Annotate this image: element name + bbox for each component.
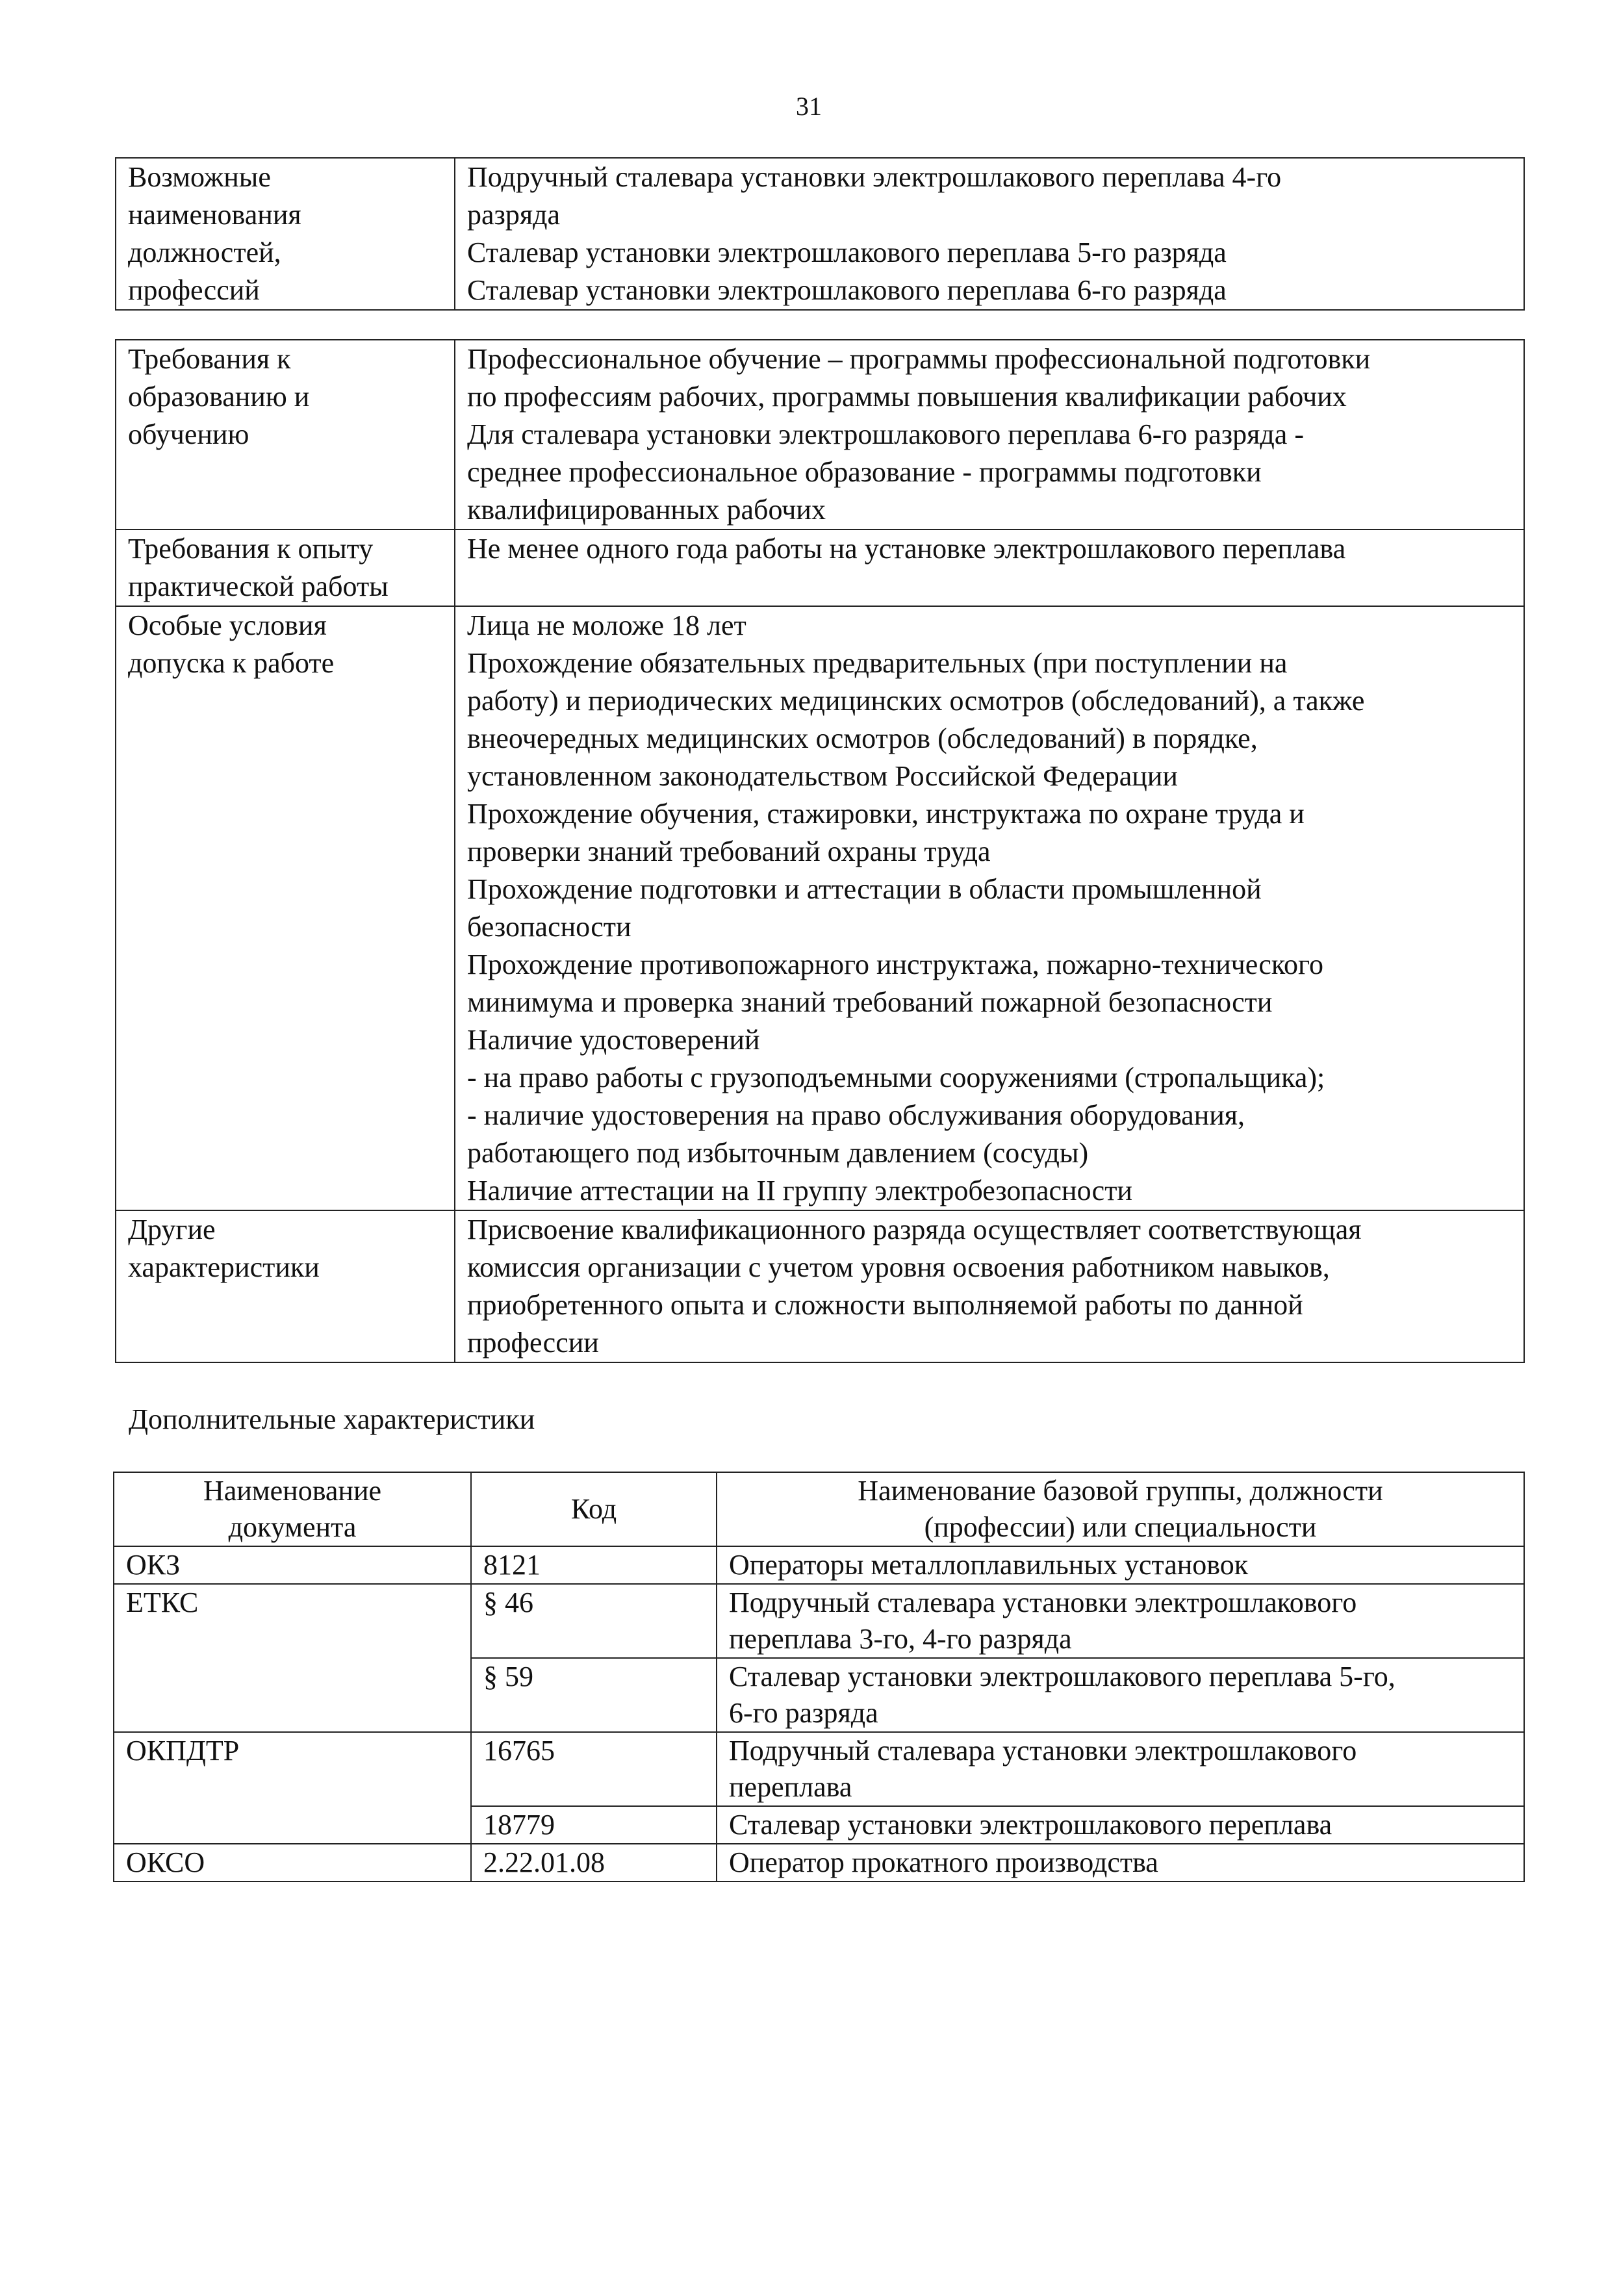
table-row (114, 1546, 1524, 1584)
cell-name-line: переплава (729, 1771, 852, 1803)
requirement-text-line: проверки знаний требований охраны труда (467, 835, 991, 867)
requirement-text-cell (455, 529, 1524, 606)
cell-document: ЕТКС (114, 1584, 471, 1732)
requirement-text-line: работу) и периодических медицинских осмотров (обследований), а также (467, 685, 1365, 717)
header-name (717, 1472, 1524, 1546)
requirement-row-experience (116, 529, 1524, 606)
table-row (114, 1844, 1524, 1881)
requirement-row-education (116, 340, 1524, 529)
additional-table (113, 1472, 1525, 1882)
requirement-text-line: минимума и проверка знаний требований пожарной безопасности (467, 986, 1273, 1018)
header-text: (профессии) или специальности (924, 1511, 1317, 1543)
position-value-line: Подручный сталевара установки электрошлакового переплава 4-го (467, 161, 1282, 193)
requirement-text-line: Прохождение противопожарного инструктажа, пожарно-технического (467, 949, 1324, 980)
requirement-text-line: квалифицированных рабочих (467, 494, 826, 526)
requirement-label-cell (116, 529, 455, 606)
cell-name (717, 1844, 1524, 1881)
requirement-text-line: Наличие удостоверений (467, 1024, 760, 1056)
header-code: Код (471, 1472, 717, 1546)
page-number: 31 (796, 92, 822, 121)
header-document (114, 1472, 471, 1546)
cell-name-line: Сталевар установки электрошлакового переплава (729, 1809, 1332, 1841)
position-value-line: разряда (467, 199, 561, 231)
requirement-text-line: установленном законодательством Российской Федерации (467, 760, 1178, 792)
position-value-line: Сталевар установки электрошлакового переплава 6-го разряда (467, 274, 1227, 306)
requirement-text-line: Для сталевара установки электрошлакового переплава 6-го разряда - (467, 418, 1304, 450)
requirement-label-cell (116, 340, 455, 529)
cell-code: 18779 (471, 1806, 717, 1844)
table-row (114, 1584, 1524, 1658)
requirement-text-line: Прохождение обязательных предварительных (при поступлении на (467, 647, 1288, 679)
requirement-text-line: Не менее одного года работы на установке электрошлакового переплава (467, 533, 1346, 565)
requirement-label-line: Требования к опыту (128, 533, 374, 565)
requirement-label-line: допуска к работе (128, 647, 335, 679)
positions-label-line: должностей, (128, 236, 281, 268)
requirement-label-line: Другие (128, 1214, 216, 1245)
requirement-row-special-conditions (116, 606, 1524, 1210)
requirement-text-line: внеочередных медицинских осмотров (обследований) в порядке, (467, 722, 1258, 754)
cell-code: 8121 (471, 1546, 717, 1584)
requirement-text-cell (455, 606, 1524, 1210)
table-row (114, 1732, 1524, 1806)
requirement-text-line: работающего под избыточным давлением (сосуды) (467, 1137, 1089, 1169)
cell-name (717, 1584, 1524, 1658)
cell-name-line: Оператор прокатного производства (729, 1846, 1158, 1878)
cell-name (717, 1732, 1524, 1806)
positions-row (116, 158, 1524, 310)
table-header-row (114, 1472, 1524, 1546)
requirement-row-other (116, 1210, 1524, 1362)
positions-table (115, 157, 1525, 311)
requirement-text-line: среднее профессиональное образование - программы подготовки (467, 456, 1262, 488)
cell-code: 16765 (471, 1732, 717, 1806)
requirement-label-line: образованию и (128, 381, 310, 413)
requirement-text-line: Прохождение обучения, стажировки, инструктажа по охране труда и (467, 798, 1305, 830)
requirement-text-line: Наличие аттестации на II группу электробезопасности (467, 1175, 1132, 1206)
positions-label-cell (116, 158, 455, 310)
cell-document: ОКЗ (114, 1546, 471, 1584)
cell-name-line: 6-го разряда (729, 1697, 878, 1729)
positions-label-line: наименования (128, 199, 301, 231)
requirement-text-cell (455, 1210, 1524, 1362)
header-text: Наименование (203, 1475, 382, 1507)
requirement-label-cell (116, 606, 455, 1210)
cell-document: ОКСО (114, 1844, 471, 1881)
positions-label-line: Возможные (128, 161, 271, 193)
requirement-text-cell (455, 340, 1524, 529)
cell-name-line: переплава 3-го, 4-го разряда (729, 1623, 1072, 1655)
cell-name-line: Подручный сталевара установки электрошлакового (729, 1735, 1357, 1767)
cell-name (717, 1546, 1524, 1584)
requirement-text-line: - наличие удостоверения на право обслуживания оборудования, (467, 1099, 1245, 1131)
requirement-text-line: комиссия организации с учетом уровня освоения работником навыков, (467, 1251, 1330, 1283)
requirement-text-line: по профессиям рабочих, программы повышения квалификации рабочих (467, 381, 1347, 413)
cell-code: § 46 (471, 1584, 717, 1658)
requirement-text-line: приобретенного опыта и сложности выполняемой работы по данной (467, 1289, 1303, 1321)
requirement-label-line: обучению (128, 418, 249, 450)
requirement-text-line: Присвоение квалификационного разряда осуществляет соответствующая (467, 1214, 1362, 1245)
requirement-text-line: Прохождение подготовки и аттестации в области промышленной (467, 873, 1262, 905)
positions-label-line: профессий (128, 274, 260, 306)
cell-name (717, 1806, 1524, 1844)
requirement-text-line: Профессиональное обучение – программы профессиональной подготовки (467, 343, 1371, 375)
requirement-text-line: безопасности (467, 911, 631, 943)
header-text: Наименование базовой группы, должности (858, 1475, 1383, 1507)
position-value-line: Сталевар установки электрошлакового переплава 5-го разряда (467, 236, 1227, 268)
cell-name-line: Подручный сталевара установки электрошлакового (729, 1587, 1357, 1618)
requirement-text-line: профессии (467, 1327, 599, 1358)
requirement-label-line: Особые условия (128, 609, 327, 641)
cell-name (717, 1658, 1524, 1732)
requirement-text-line: - на право работы с грузоподъемными сооружениями (стропальщика); (467, 1062, 1325, 1093)
header-text: документа (228, 1511, 357, 1543)
requirement-label-cell (116, 1210, 455, 1362)
requirement-label-line: практической работы (128, 570, 389, 602)
requirement-label-line: характеристики (128, 1251, 320, 1283)
cell-code: 2.22.01.08 (471, 1844, 717, 1881)
cell-document: ОКПДТР (114, 1732, 471, 1844)
positions-values-cell (455, 158, 1524, 310)
section-title: Дополнительные характеристики (129, 1403, 535, 1435)
cell-name-line: Сталевар установки электрошлакового переплава 5-го, (729, 1661, 1396, 1692)
cell-code: § 59 (471, 1658, 717, 1732)
requirement-text-line: Лица не моложе 18 лет (467, 609, 746, 641)
cell-name-line: Операторы металлоплавильных установок (729, 1549, 1249, 1581)
requirement-label-line: Требования к (128, 343, 291, 375)
requirements-table (115, 339, 1525, 1363)
